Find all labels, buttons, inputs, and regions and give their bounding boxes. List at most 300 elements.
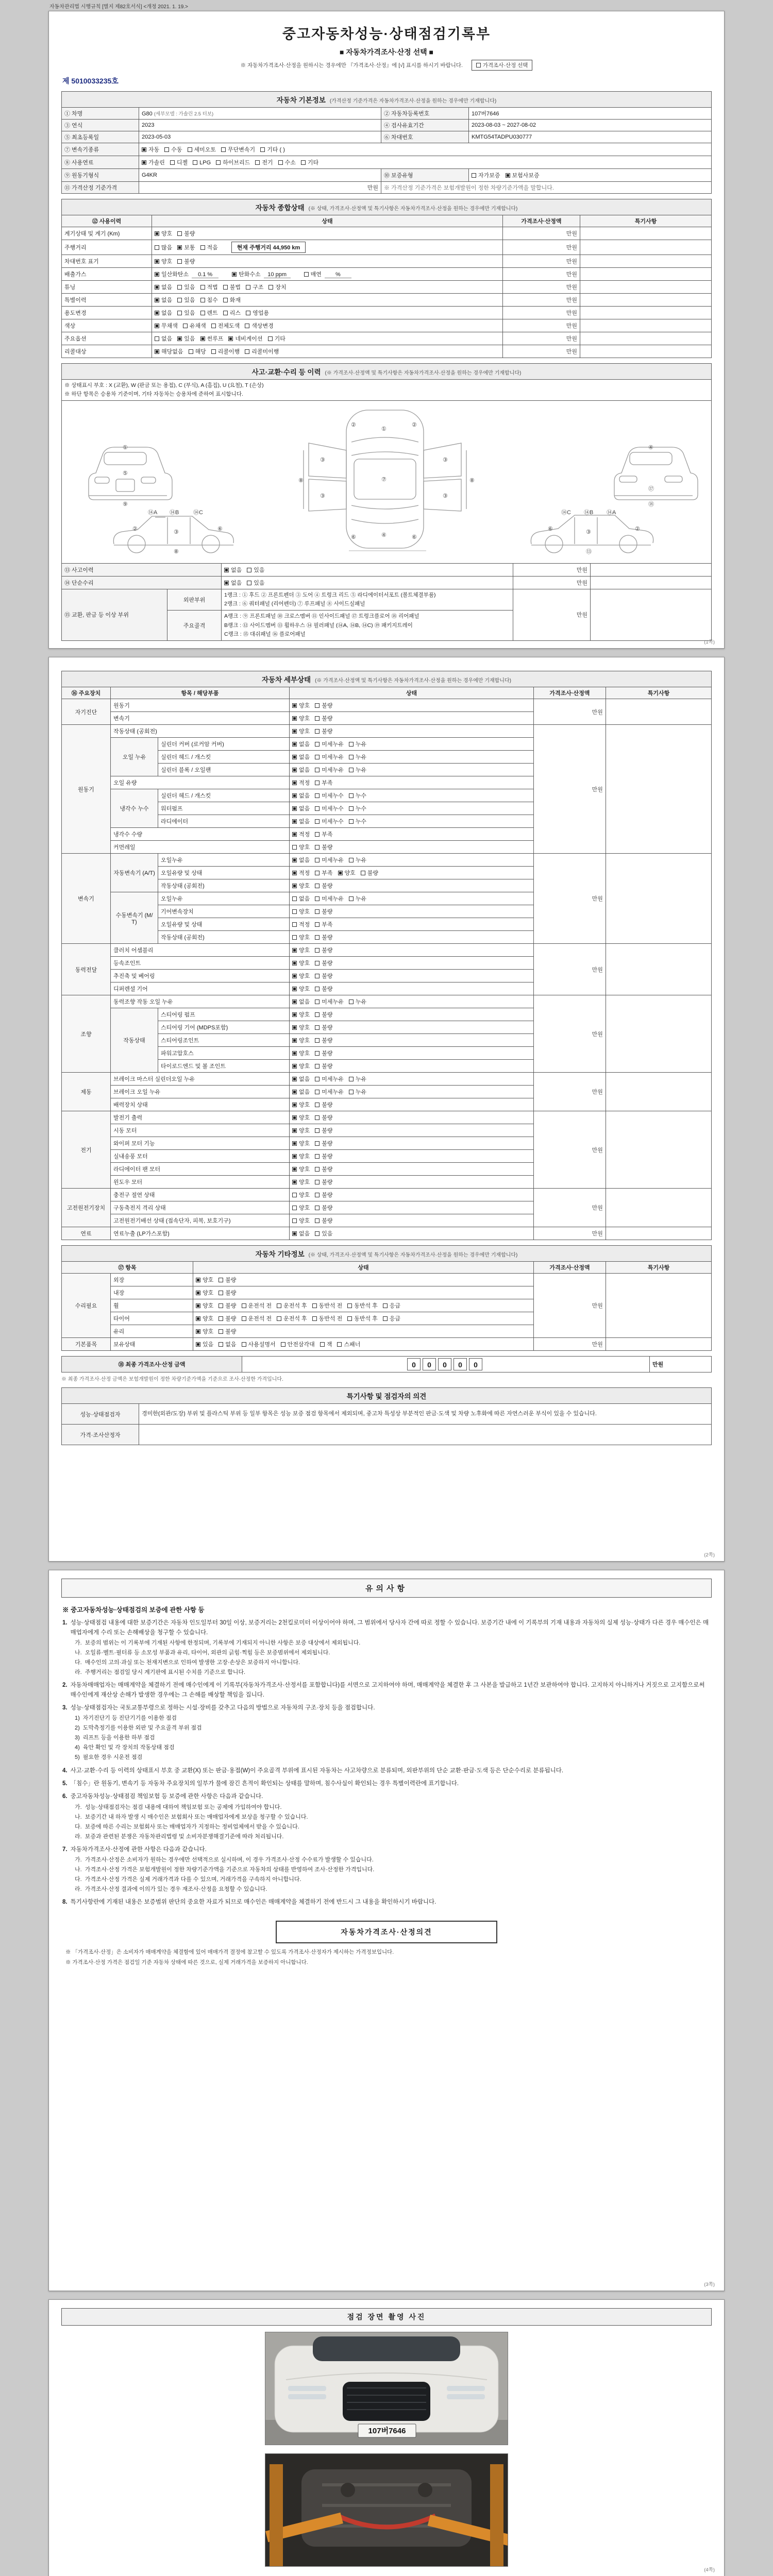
checkbox-unchecked[interactable] xyxy=(315,920,332,928)
checkbox-unchecked[interactable] xyxy=(337,1340,360,1348)
checkbox-icon xyxy=(193,160,197,165)
checkbox-unchecked[interactable] xyxy=(383,1314,400,1323)
checkbox-unchecked[interactable] xyxy=(278,158,296,166)
checkbox-unchecked[interactable] xyxy=(219,1327,236,1335)
checkbox-unchecked[interactable] xyxy=(312,1301,343,1310)
checkbox-unchecked[interactable] xyxy=(315,1139,332,1147)
checkbox-unchecked[interactable] xyxy=(177,229,195,238)
item-label: 워터펌프 xyxy=(158,802,290,815)
checkbox-unchecked[interactable] xyxy=(315,740,344,748)
checkbox-icon xyxy=(200,298,205,302)
checkbox-unchecked[interactable] xyxy=(349,894,366,903)
checkbox-icon xyxy=(155,272,159,277)
checkbox-label: 탄화수소 xyxy=(239,272,261,278)
notice-item xyxy=(62,1779,712,1788)
price-cell: 만원 xyxy=(502,319,580,332)
checkbox-unchecked[interactable] xyxy=(349,740,366,748)
checkbox-unchecked[interactable] xyxy=(315,1036,332,1044)
checkbox-icon xyxy=(315,1064,320,1069)
state-cell xyxy=(290,1047,534,1060)
checkbox-label: 불량 xyxy=(322,716,333,722)
section-note: (※ 상태, 가격조사·산정액 및 특기사항은 자동차가격조사·산정을 원하는 경우에만 기재합니다) xyxy=(308,206,518,212)
checkbox-label: 불량 xyxy=(322,1063,333,1070)
checkbox-unchecked[interactable] xyxy=(223,296,241,304)
remark-cell xyxy=(580,268,711,281)
checkbox-checked[interactable] xyxy=(196,1314,213,1323)
checkbox-unchecked[interactable] xyxy=(315,753,344,761)
checkbox-unchecked[interactable] xyxy=(242,1314,272,1323)
checkbox-label: 양호 xyxy=(299,1166,310,1173)
checkbox-icon xyxy=(315,1231,320,1236)
notice-sub-text: 주행거리는 점검일 당시 계기판에 표시된 수치를 기준으로 합니다. xyxy=(85,1669,246,1676)
checkbox-checked[interactable] xyxy=(292,946,310,954)
checkbox-label: 없음 xyxy=(225,1342,237,1348)
checkbox-checked[interactable] xyxy=(224,579,242,587)
checkbox-checked[interactable] xyxy=(292,740,310,748)
checkbox-checked[interactable] xyxy=(292,972,310,980)
checkbox-unchecked[interactable] xyxy=(315,1062,332,1070)
checkbox-icon xyxy=(278,160,283,165)
svg-text:⑭B: ⑭B xyxy=(584,509,594,516)
checkbox-unchecked[interactable] xyxy=(315,1100,332,1109)
checklist-row xyxy=(62,294,712,307)
checkbox-icon xyxy=(142,147,146,152)
checkbox-unchecked[interactable] xyxy=(292,933,310,941)
state-cell xyxy=(152,332,503,345)
price-cell: 만원 xyxy=(502,294,580,307)
checkbox-unchecked[interactable] xyxy=(292,920,310,928)
checkbox-unchecked[interactable] xyxy=(349,753,366,761)
notice-item xyxy=(62,1792,712,1801)
checkbox-unchecked[interactable] xyxy=(155,243,172,251)
checkbox-unchecked[interactable] xyxy=(247,566,264,574)
checkbox-unchecked[interactable] xyxy=(246,283,263,291)
checkbox-checked[interactable] xyxy=(177,334,195,343)
checkbox-checked[interactable] xyxy=(196,1327,213,1335)
checkbox-checked[interactable] xyxy=(292,1023,310,1031)
section-title: 자동차 기본정보 xyxy=(276,96,326,104)
checkbox-checked[interactable] xyxy=(177,243,195,251)
checkbox-unchecked[interactable] xyxy=(315,946,332,954)
checkbox-unchecked[interactable] xyxy=(292,843,310,851)
price-cell: 만원 xyxy=(502,332,580,345)
checkbox-unchecked[interactable] xyxy=(383,1301,400,1310)
column-header-state: 상태 xyxy=(290,687,534,699)
checkbox-checked[interactable] xyxy=(196,1340,213,1348)
checkbox-unchecked[interactable] xyxy=(315,882,332,890)
checkbox-icon xyxy=(315,961,320,965)
checkbox-unchecked[interactable] xyxy=(200,296,218,304)
checkbox-unchecked[interactable] xyxy=(219,1314,236,1323)
checkbox-checked[interactable] xyxy=(292,869,310,877)
checkbox-unchecked[interactable] xyxy=(193,160,211,166)
checkbox-unchecked[interactable] xyxy=(219,1301,236,1310)
checkbox-unchecked[interactable] xyxy=(292,1204,310,1212)
checkbox-checked[interactable] xyxy=(232,270,299,278)
checkbox-unchecked[interactable] xyxy=(349,804,366,812)
checkbox-checked[interactable] xyxy=(224,566,242,574)
checkbox-unchecked[interactable] xyxy=(315,1229,332,1238)
checkbox-unchecked[interactable] xyxy=(472,171,500,179)
checkbox-unchecked[interactable] xyxy=(292,1191,310,1199)
checkbox-checked[interactable] xyxy=(292,1100,310,1109)
checkbox-unchecked[interactable] xyxy=(223,309,241,317)
checkbox-unchecked[interactable] xyxy=(315,1165,332,1173)
checkbox-checked[interactable] xyxy=(292,778,310,787)
checkbox-unchecked[interactable] xyxy=(347,1314,378,1323)
checkbox-unchecked[interactable] xyxy=(164,145,182,154)
price-cell: 만원 xyxy=(533,1111,606,1189)
state-cell xyxy=(290,1227,534,1240)
state-cell xyxy=(152,281,503,294)
checkbox-unchecked[interactable] xyxy=(246,309,269,317)
notice-sub-number: 가. xyxy=(75,1804,82,1810)
column-header-remark: 특기사항 xyxy=(606,687,711,699)
checkbox-checked[interactable] xyxy=(292,856,310,864)
checkbox-unchecked[interactable] xyxy=(183,321,206,330)
checkbox-unchecked[interactable] xyxy=(315,1049,332,1057)
checkbox-unchecked[interactable] xyxy=(242,1340,276,1348)
checkbox-checked[interactable] xyxy=(292,882,310,890)
checkbox-unchecked[interactable] xyxy=(315,907,332,916)
checkbox-unchecked[interactable] xyxy=(216,158,250,166)
checkbox-checked[interactable] xyxy=(292,1113,310,1122)
item-label: 커먼레일 xyxy=(111,841,290,854)
checkbox-unchecked[interactable] xyxy=(361,869,378,877)
checkbox-unchecked[interactable] xyxy=(245,321,274,330)
overall-condition-table xyxy=(61,199,712,358)
inspector-role: 성능·상태점검자 xyxy=(62,1404,139,1425)
checkbox-icon xyxy=(246,285,250,290)
checkbox-checked[interactable] xyxy=(292,804,310,812)
checkbox-unchecked[interactable] xyxy=(349,817,366,825)
checkbox-checked[interactable] xyxy=(155,257,172,265)
checkbox-unchecked[interactable] xyxy=(315,1204,332,1212)
checkbox-unchecked[interactable] xyxy=(188,145,216,154)
price-cell: 만원 xyxy=(502,255,580,268)
checkbox-unchecked[interactable] xyxy=(219,1276,236,1284)
checkbox-unchecked[interactable] xyxy=(349,766,366,774)
checkbox-unchecked[interactable] xyxy=(315,727,332,735)
checkbox-checked[interactable] xyxy=(292,1036,310,1044)
checkbox-checked[interactable] xyxy=(292,1010,310,1019)
checkbox-unchecked[interactable] xyxy=(268,283,286,291)
checkbox-icon xyxy=(292,987,297,991)
checkbox-unchecked[interactable] xyxy=(315,843,332,851)
checkbox-checked[interactable] xyxy=(155,229,172,238)
checkbox-icon xyxy=(219,1316,223,1321)
checkbox-checked[interactable] xyxy=(142,145,159,154)
checkbox-unchecked[interactable] xyxy=(315,817,344,825)
checkbox-icon xyxy=(292,742,297,747)
checkbox-checked[interactable] xyxy=(292,830,310,838)
checkbox-icon xyxy=(247,568,251,572)
checkbox-checked[interactable] xyxy=(292,1075,310,1083)
checkbox-checked[interactable] xyxy=(155,309,172,317)
checkbox-unchecked[interactable] xyxy=(315,985,332,993)
checkbox-unchecked[interactable] xyxy=(155,334,172,343)
checklist-row xyxy=(62,854,712,867)
checkbox-unchecked[interactable] xyxy=(200,309,218,317)
page-title: 중고자동차성능·상태점검기록부 xyxy=(282,26,491,42)
checkbox-checked[interactable] xyxy=(292,727,310,735)
checkbox-checked[interactable] xyxy=(292,753,310,761)
checkbox-unchecked[interactable] xyxy=(315,856,344,864)
checkbox-unchecked[interactable] xyxy=(315,766,344,774)
checkbox-checked[interactable] xyxy=(142,158,165,166)
price-cell: 만원 xyxy=(502,227,580,240)
item-label: 고전원전기배선 상태 (접속단자, 피복, 보호기구) xyxy=(111,1214,290,1227)
checkbox-checked[interactable] xyxy=(292,791,310,800)
checkbox-unchecked[interactable] xyxy=(211,347,240,355)
checkbox-unchecked[interactable] xyxy=(200,283,218,291)
checkbox-label: 있음 xyxy=(184,297,195,303)
checkbox-label: 양호 xyxy=(299,1179,310,1186)
checkbox-checked[interactable] xyxy=(292,1049,310,1057)
device-label: 자기진단 xyxy=(62,699,111,725)
checkbox-unchecked[interactable] xyxy=(177,283,195,291)
state-cell xyxy=(290,1034,534,1047)
checkbox-unchecked[interactable] xyxy=(292,894,310,903)
checkbox-unchecked[interactable] xyxy=(349,1075,366,1083)
checkbox-unchecked[interactable] xyxy=(315,791,344,800)
checkbox-checked[interactable] xyxy=(292,766,310,774)
checkbox-unchecked[interactable] xyxy=(315,1010,332,1019)
checkbox-unchecked[interactable] xyxy=(315,1216,332,1225)
checkbox-icon xyxy=(242,1342,246,1347)
checkbox-icon xyxy=(315,871,320,875)
checkbox-unchecked[interactable] xyxy=(177,309,195,317)
checkbox-checked[interactable] xyxy=(292,997,310,1006)
checkbox-unchecked[interactable] xyxy=(177,257,195,265)
checkbox-unchecked[interactable] xyxy=(277,1314,307,1323)
checkbox-icon xyxy=(170,160,175,165)
checkbox-checked[interactable] xyxy=(292,1165,310,1173)
form-reference-note: 자동차관리법 시행규칙 [별지 제82호서식] <개정 2021. 1. 19.> xyxy=(49,4,188,10)
remark-row xyxy=(62,1425,712,1445)
checkbox-unchecked[interactable] xyxy=(247,579,264,587)
state-cell xyxy=(290,1214,534,1227)
state-code-legend: ※ 상태표시 부호 : X (교환), W (판금 또는 용접), C (부식), A (흠집), U (요철), T (손상) xyxy=(64,382,264,388)
state-cell xyxy=(290,1124,534,1137)
checkbox-unchecked[interactable] xyxy=(312,1314,343,1323)
column-header-remark: 특기사항 xyxy=(580,215,711,227)
checkbox-unchecked[interactable] xyxy=(189,347,206,355)
checkbox-unchecked[interactable] xyxy=(349,791,366,800)
model-year-value: 2023 xyxy=(139,120,381,131)
checkbox-label: 불량 xyxy=(322,1192,333,1199)
price-cell: 만원 xyxy=(502,345,580,358)
item-label: 작동상태 (공회전) xyxy=(158,879,290,892)
checkbox-label: 불량 xyxy=(322,1218,333,1225)
checkbox-unchecked[interactable] xyxy=(292,907,310,916)
checkbox-label: 없음 xyxy=(299,754,310,761)
checkbox-unchecked[interactable] xyxy=(315,1178,332,1186)
checkbox-checked[interactable] xyxy=(228,334,262,343)
state-cell xyxy=(290,1008,534,1021)
checkbox-unchecked[interactable] xyxy=(349,997,366,1006)
checkbox-unchecked[interactable] xyxy=(315,972,332,980)
checkbox-unchecked[interactable] xyxy=(268,334,285,343)
checkbox-icon xyxy=(223,311,228,315)
checkbox-label: 무채색 xyxy=(161,323,178,329)
checkbox-unchecked[interactable] xyxy=(315,997,344,1006)
item-label: 파워고압호스 xyxy=(158,1047,290,1060)
checkbox-checked[interactable] xyxy=(292,817,310,825)
checkbox-icon xyxy=(200,336,205,341)
checkbox-label: 부족 xyxy=(322,870,333,877)
checkbox-label: 양호 xyxy=(161,259,173,265)
checkbox-unchecked[interactable] xyxy=(315,869,332,877)
checkbox-unchecked[interactable] xyxy=(292,1216,310,1225)
checkbox-icon xyxy=(188,147,192,152)
item-label: 색상 xyxy=(62,319,152,332)
checkbox-checked[interactable] xyxy=(155,270,227,278)
remark-cell xyxy=(580,345,711,358)
checkbox-unchecked[interactable] xyxy=(245,347,279,355)
checkbox-label: 양호 xyxy=(203,1303,214,1310)
item-label: 실내송풍 모터 xyxy=(111,1150,290,1163)
checkbox-checked[interactable] xyxy=(292,985,310,993)
checkbox-checked[interactable] xyxy=(292,1126,310,1134)
item-label: 브레이크 오일 누유 xyxy=(111,1086,290,1098)
checkbox-checked[interactable] xyxy=(155,296,172,304)
checkbox-unchecked[interactable] xyxy=(304,270,360,278)
checkbox-icon xyxy=(315,1051,320,1056)
checkbox-checked[interactable] xyxy=(292,1139,310,1147)
checkbox-label: 양호 xyxy=(299,1102,310,1109)
price-cell: 만원 xyxy=(502,268,580,281)
checkbox-unchecked[interactable] xyxy=(315,933,332,941)
checkbox-unchecked[interactable] xyxy=(221,145,255,154)
checkbox-unchecked[interactable] xyxy=(349,1088,366,1096)
checkbox-label: 보험사보증 xyxy=(512,173,540,179)
checkbox-unchecked[interactable] xyxy=(170,158,188,166)
checkbox-label: 양호 xyxy=(203,1329,214,1335)
checkbox-icon xyxy=(292,884,297,888)
state-cell xyxy=(152,227,503,240)
checkbox-icon xyxy=(292,1141,297,1146)
checkbox-unchecked[interactable] xyxy=(315,1075,344,1083)
checkbox-unchecked[interactable] xyxy=(347,1301,378,1310)
checklist-row xyxy=(62,699,712,712)
subgroup-label: 작동상태 xyxy=(111,1008,158,1073)
checkbox-icon xyxy=(292,974,297,978)
checkbox-label: 적정 xyxy=(299,870,310,877)
checkbox-unchecked[interactable] xyxy=(219,1340,236,1348)
checkbox-checked[interactable] xyxy=(292,959,310,967)
checkbox-checked[interactable] xyxy=(292,1152,310,1160)
checkbox-label: 색상변경 xyxy=(251,323,274,329)
checkbox-unchecked[interactable] xyxy=(315,714,332,722)
column-header-item: ⑰ 항목 xyxy=(62,1262,193,1274)
checkbox-unchecked[interactable] xyxy=(315,701,332,709)
checkbox-unchecked[interactable] xyxy=(223,283,241,291)
checkbox-label: 해당 xyxy=(195,349,206,355)
remark-cell xyxy=(606,725,711,854)
section-title: 사고·교환·수리 등 이력 xyxy=(251,368,321,376)
checkbox-icon xyxy=(232,272,237,277)
checkbox-icon xyxy=(292,896,297,901)
checkbox-unchecked[interactable] xyxy=(260,145,285,154)
checkbox-unchecked[interactable] xyxy=(255,158,273,166)
checkbox-label: 양호 xyxy=(299,960,310,967)
checkbox-label: 불량 xyxy=(322,1128,333,1134)
checkbox-unchecked[interactable] xyxy=(315,804,344,812)
checkbox-checked[interactable] xyxy=(292,1088,310,1096)
checkbox-label: 일산화탄소 xyxy=(161,272,189,278)
notice-subitem xyxy=(75,1724,712,1733)
checkbox-checked[interactable] xyxy=(292,1229,310,1238)
checkbox-unchecked[interactable] xyxy=(315,1191,332,1199)
warranty-type-options xyxy=(469,169,712,182)
device-label: 원동기 xyxy=(62,725,111,854)
notice-text: 자동차매매업자는 매매계약을 체결하기 전에 매수인에게 이 기록부(자동차가격조사·산정서를 포함합니다)를 서면으로 고지하여야 하며, 매매계약을 체결한 후 그 사본을 발급하고 1년간 보관하여야 합니다. 고지하지 아니하거나 거짓으로 고지함으로써 매수인에게 재산상 손해가 발생한 경우에는 그 손해를 배상할 책임을 집니다. xyxy=(70,1682,705,1698)
notice-sub-text: 오일류·벨트·필터류 등 소모성 부품과 유리, 타이어, 외관의 긁힘·찍힘 등은 보증범위에서 제외됩니다. xyxy=(85,1649,330,1656)
checkbox-checked[interactable] xyxy=(292,701,310,709)
checkbox-unchecked[interactable] xyxy=(315,1126,332,1134)
checkbox-checked[interactable] xyxy=(196,1301,213,1310)
checkbox-unchecked[interactable] xyxy=(211,321,240,330)
svg-text:②: ② xyxy=(351,421,356,428)
checkbox-checked[interactable] xyxy=(155,321,178,330)
checkbox-unchecked[interactable] xyxy=(315,1088,344,1096)
checkbox-checked[interactable] xyxy=(292,714,310,722)
checkbox-checked[interactable] xyxy=(292,1178,310,1186)
checkbox-unchecked[interactable] xyxy=(349,856,366,864)
checkbox-unchecked[interactable] xyxy=(315,959,332,967)
checkbox-icon xyxy=(219,1303,223,1308)
checkbox-unchecked[interactable] xyxy=(177,296,195,304)
checkbox-icon xyxy=(315,1038,320,1043)
checkbox-unchecked[interactable] xyxy=(200,243,218,251)
checkbox-unchecked[interactable] xyxy=(315,1152,332,1160)
inspector-remark xyxy=(139,1425,712,1445)
checkbox-icon xyxy=(177,259,182,264)
checkbox-unchecked[interactable] xyxy=(242,1301,272,1310)
checkbox-label: 하이브리드 xyxy=(223,160,250,166)
checkbox-unchecked[interactable] xyxy=(320,1340,332,1348)
checkbox-unchecked[interactable] xyxy=(315,778,332,787)
checkbox-checked[interactable] xyxy=(292,1062,310,1070)
checkbox-unchecked[interactable] xyxy=(301,158,318,166)
checkbox-checked[interactable] xyxy=(155,347,183,355)
notice-sub-text: 필요한 경우 시운전 점검 xyxy=(82,1754,143,1761)
checkbox-unchecked[interactable] xyxy=(315,1023,332,1031)
checklist-row xyxy=(62,255,712,268)
checkbox-checked[interactable] xyxy=(506,171,540,179)
checkbox-icon xyxy=(245,324,249,328)
checkbox-checked[interactable] xyxy=(196,1276,213,1284)
car-name-submodel: (세부모델 : 가솔린 2.5 터보) xyxy=(154,111,214,117)
price-survey-select-box[interactable] xyxy=(472,60,533,71)
checkbox-checked[interactable] xyxy=(155,283,172,291)
reg-number-label: ② 자동차등록번호 xyxy=(381,108,469,120)
checkbox-unchecked[interactable] xyxy=(219,1289,236,1297)
price-cell: 만원 xyxy=(533,699,606,725)
checkbox-icon xyxy=(177,285,182,290)
checkbox-unchecked[interactable] xyxy=(315,830,332,838)
checkbox-unchecked[interactable] xyxy=(315,1113,332,1122)
checkbox-checked[interactable] xyxy=(200,334,224,343)
checkbox-checked[interactable] xyxy=(196,1289,213,1297)
checkbox-checked[interactable] xyxy=(338,869,356,877)
checkbox-unchecked[interactable] xyxy=(281,1340,315,1348)
remark-cell xyxy=(606,995,711,1073)
checkbox-unchecked[interactable] xyxy=(315,894,344,903)
price-cell: 만원 xyxy=(513,576,590,589)
checkbox-unchecked[interactable] xyxy=(277,1301,307,1310)
